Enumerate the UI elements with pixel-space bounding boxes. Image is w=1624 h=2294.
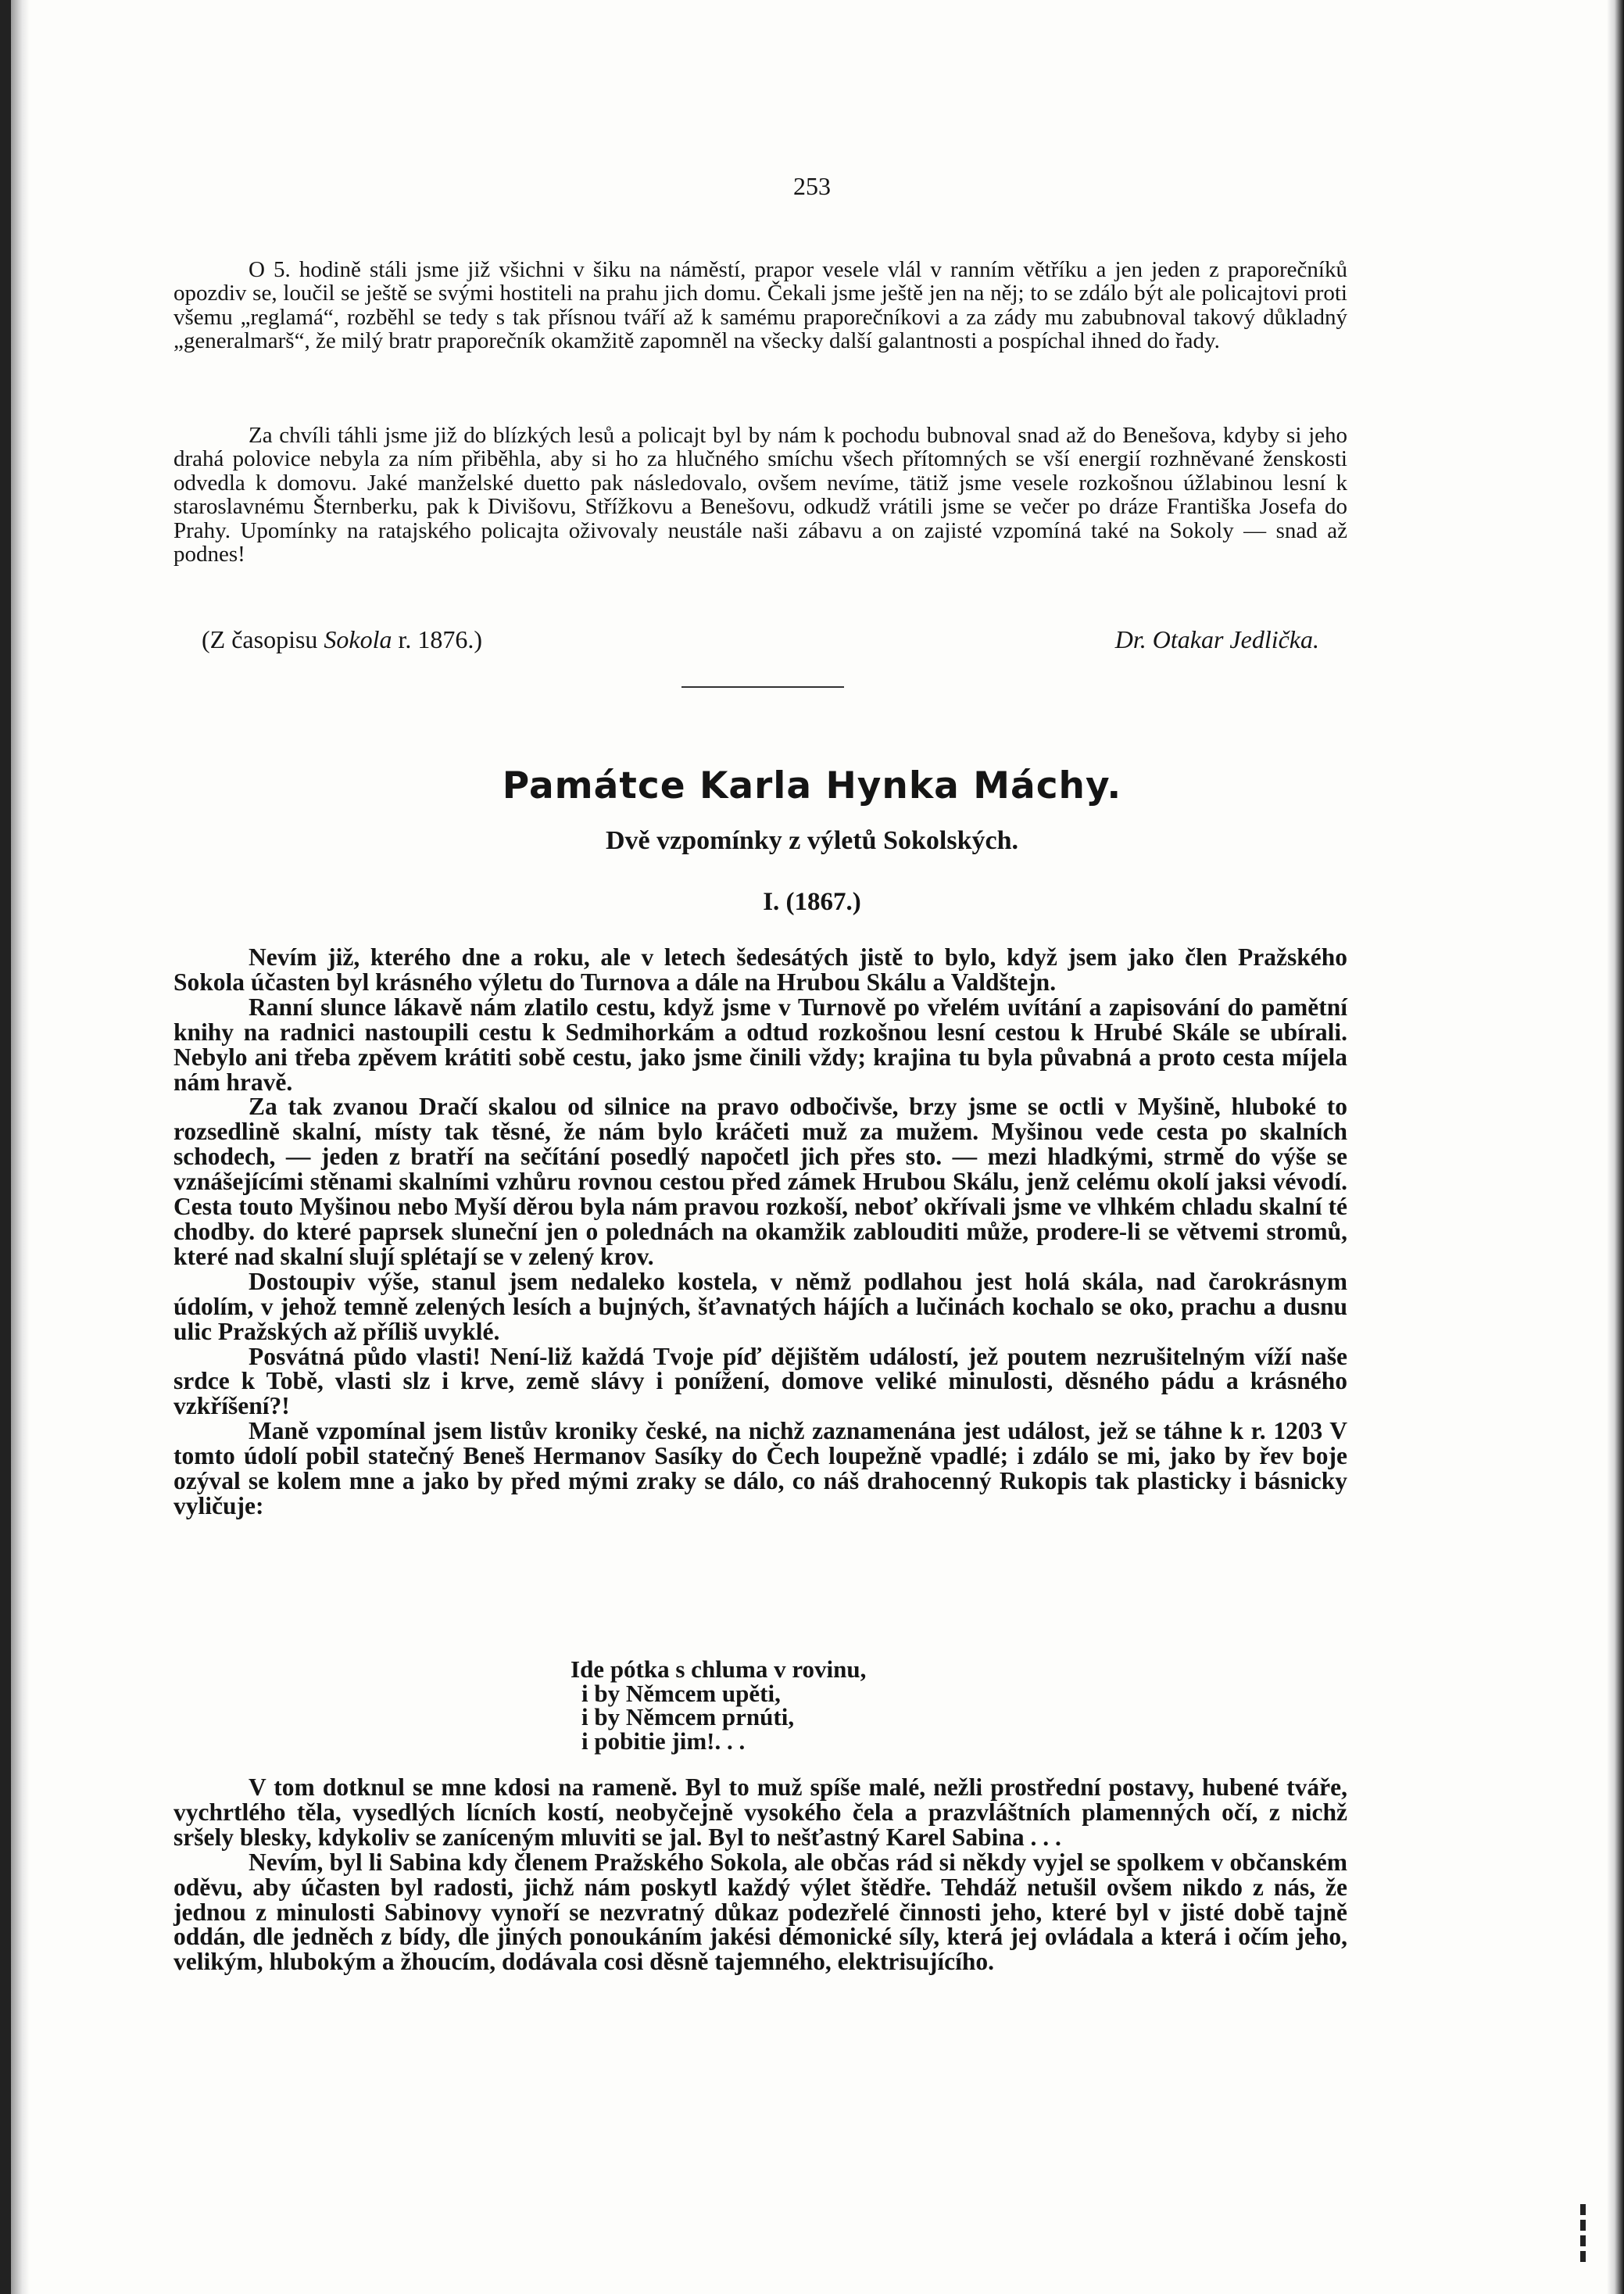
scan-mark — [1580, 2251, 1586, 2262]
article-paragraph: Dostoupiv výše, stanul jsem nedaleko kostela, v němž podlahou jest holá skála, nad čarokrásnym údolím, v jehož temně zelených lesích a bujných, šťavnatých hájích a lučinách kochalo se oko, prachu a dusnu ulic Pražských až příliš uvyklé. — [173, 1267, 1347, 1345]
scan-edge-marks — [1580, 2204, 1586, 2267]
article-paragraph: Nevím již, kterého dne a roku, ale v letech šedesátých jistě to bylo, když jsem jako člen Pražského Sokola účasten byl krásného výletu do Turnova a dále na Hrubou Skálu a Valdštejn. — [173, 943, 1347, 996]
article-paragraph: Maně vzpomínal jsem listův kroniky české, na nichž zaznamenána jest událost, jež se táhne k r. 1203 V tomto údolí pobil statečný Beneš Hermanov Sasíky do Čech loupežně vpadlé; i zdálo se mi, jako by řev boje ozýval se kolem mne a jako by před mými zraky se dálo, co náš drahocenný Rukopis tak plasticky i básnicky vyličuje: — [173, 1417, 1347, 1519]
article-paragraph: Ranní slunce lákavě nám zlatilo cestu, když jsme v Turnově po vřelém uvítání a zapisování do pamětní knihy na radnici nastoupili cestu k Sedmihorkám a odtud rozkošnou lesní cestou k Hrubé Skále se ubírali. Nebylo ani třeba zpěvem krátiti sobě cestu, jako jsme činili vždy; krajina tu byla půvabná a proto cesta míjela nám hravě. — [173, 993, 1347, 1096]
scan-mark — [1580, 2204, 1586, 2215]
intro-paragraph-1 — [173, 258, 1347, 353]
article-subtitle: Dvě vzpomínky z výletů Sokolských. — [606, 826, 1018, 855]
page-number: 253 — [793, 172, 831, 200]
scan-mark — [1580, 2220, 1586, 2231]
source-suffix: r. 1876.) — [392, 625, 483, 653]
scan-binding-shadow — [11, 0, 30, 2294]
article-paragraph: Posvátná půdo vlasti! Není-liž každá Tvoje píď dějištěm událostí, jež poutem nezrušitelným víží naše srdce k Tobě, vlasti slz i krve, země slávy i ponížení, domove veliké minulosti, děsného pádu a krásného vzkříšení?! — [173, 1342, 1347, 1420]
article-paragraph: Za tak zvanou Dračí skalou od silnice na pravo odbočivše, brzy jsme se octli v Myšině, hluboké to rozsedlině skalní, místy tak těsné, že nám bylo kráčeti muž za mužem. Myšinou vede cesta po skalních schodech, — jeden z bratří na sečítání posedlý napočetl jich přes sto. — mezi hladkými, strmě do výše se vznášejícími stěnami skalními vzhůru rovnou cestou před zámek Hrubou Skálu, jenž celému okolí jaksi vévodí. Cesta touto Myšinou nebo Myší děrou byla nám pravou rozkoší, neboť okřívali jsme ve vlhkém chladu skalní té chodby. do které paprsek sluneční jen o polednách na okamžik zablouditi může, prodere-li se větvemi stromů, které nad skalní slují splétají se v zelený krov. — [173, 1093, 1347, 1270]
intro-text-2: Za chvíli táhli jsme již do blízkých lesů a policajt byl by nám k pochodu bubnoval snad až do Benešova, kdyby si jeho drahá polovice nebyla za ním přiběhla, aby si ho za hlučného smíchu všech přítomných se vší energií rozhněvané ženskosti odvedla k domovu. Jaké manželské duetto pak následovalo, ovšem nevíme, tätiž jsme vesele rozkošnou úžlabinou lesní k staroslavnému Šternberku, pak k Divišovu, Střížkovu a Benešovu, odkudž vrátili jsme se večer po dráze Františka Josefa do Prahy. Upomínky na ratajského policajta oživovaly neustále naši zábavu a on zajisté vzpomíná také na Sokoly — snad až podnes! — [173, 423, 1347, 567]
article-body-part-1 — [173, 945, 1347, 1519]
article-body-part-2 — [173, 1775, 1347, 1974]
article-paragraph: Nevím, byl li Sabina kdy členem Pražského Sokola, ale občas rád si někdy vyjel se spolkem v občanském oděvu, aby účasten byl radosti, jichž nám poskytl každý výlet štědře. Tehdáž netušil ovšem nikdo z nás, že jednou z minulosti Sabinovy vynoří se nezvratný důkaz podezřelé činnosti jeho, které byl v jisté době tajně oddán, dle jedněch z bídy, dle jiných ponoukáním jakési démonické síly, která jej ovládala a která i očím jeho, velikým, hlubokým a žhoucím, dodávala cosi děsně tajemného, elektrisujícího. — [173, 1848, 1347, 1976]
scan-binding-edge — [0, 0, 11, 2294]
scan-right-edge — [1607, 0, 1624, 2294]
verse-line: Ide pótka s chluma v rovinu, — [571, 1655, 867, 1683]
verse-line: i by Němcem upěti, — [581, 1679, 781, 1707]
verse-line: i pobitie jim!. . . — [581, 1727, 746, 1755]
section-heading: I. (1867.) — [763, 888, 861, 916]
source-citation — [202, 625, 482, 654]
verse-line: i by Němcem prnúti, — [581, 1703, 795, 1731]
source-journal: Sokola — [324, 625, 392, 653]
intro-text-1: O 5. hodině stáli jsme již všichni v šiku na náměstí, prapor vesele vlál v ranním větříku a jen jeden z praporečníků opozdiv se, loučil se ještě se svými hostiteli na prahu jich domu. Čekali jsme ještě jen na něj; to se zdálo být ale policajtovi proti všemu „reglamá“, rozběhl se tedy s tak přísnou tváří až k samému praporečníkovi a za zády mu zabubnoval takový důkladný „generalmarš“, že milý bratr praporečník okamžitě zapomněl na všecky další galantnosti a pospíchal ihned do řady. — [173, 257, 1347, 354]
author-signature: Dr. Otakar Jedlička. — [1114, 625, 1319, 653]
scan-mark — [1580, 2235, 1586, 2246]
source-signature-line — [202, 625, 1319, 654]
article-title: Památce Karla Hynka Máchy. — [502, 764, 1122, 807]
intro-paragraph-2 — [173, 424, 1347, 566]
source-prefix: (Z časopisu — [202, 625, 324, 653]
verse-quotation — [571, 1655, 867, 1755]
article-paragraph: V tom dotknul se mne kdosi na rameně. Byl to muž spíše malé, nežli prostřední postavy, hubené tváře, vychrtlého těla, vysedlých lícních kostí, neobyčejně vysokého čela a prazvláštních plamenných očí, z nichž sršely blesky, kdykoliv se zaníceným mluviti se jal. Byl to nešťastný Karel Sabina . . . — [173, 1773, 1347, 1851]
section-divider — [681, 686, 844, 688]
